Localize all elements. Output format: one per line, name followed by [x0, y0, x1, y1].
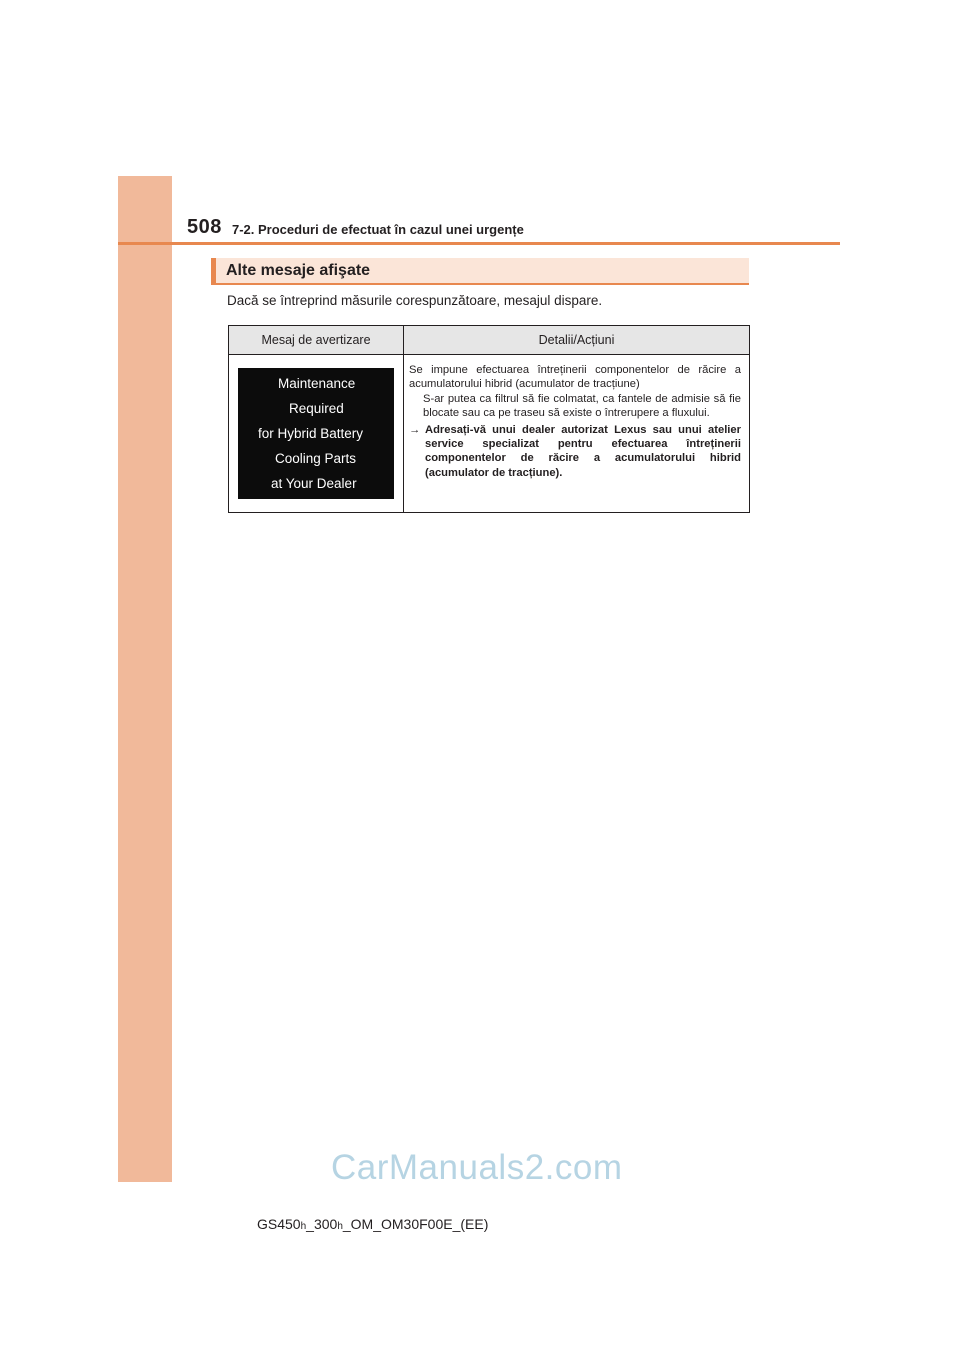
column-header-message: Mesaj de avertizare — [229, 326, 404, 355]
header-rule — [118, 242, 840, 245]
model-sep: _300 — [306, 1216, 338, 1232]
model-b-suffix: h — [337, 1221, 343, 1232]
model-a-suffix: h — [300, 1221, 307, 1232]
display-line: Maintenance — [278, 376, 356, 391]
details-action — [409, 423, 741, 481]
column-header-details: Detalii/Acțiuni — [404, 326, 750, 355]
multi-info-display-image — [238, 368, 394, 499]
table-header-row — [229, 326, 750, 355]
details-action-text: Adresați-vă unui dealer autorizat Lexus sau unui atelier service specializat pentru efectuarea întreținerii componentelor de răcire a acumulatorului hibrid (acumulator de tracțiune). — [425, 423, 741, 479]
section-heading: Alte mesaje afişate — [211, 258, 749, 285]
document-code-rest: _OM_OM30F00E_(EE) — [342, 1216, 489, 1232]
chapter-title: 7-2. Proceduri de efectuat în cazul unei urgențe — [232, 222, 524, 237]
arrow-icon: → — [409, 423, 421, 436]
model-a: GS450 — [257, 1216, 301, 1232]
document-code — [257, 1216, 488, 1232]
table-row — [229, 355, 750, 513]
details-description: Se impune efectuarea întreținerii componentelor de răcire a acumulatorului hibrid (acumulator de tracțiune) — [409, 364, 741, 391]
warning-message-table — [228, 325, 750, 513]
details-cell — [404, 355, 750, 513]
message-cell — [229, 355, 404, 513]
display-line: for Hybrid Battery — [258, 426, 364, 441]
page-number: 508 — [187, 216, 222, 238]
details-cause: S-ar putea ca filtrul să fie colmatat, ca fantele de admisie să fie blocate sau ca pe traseu să existe o întrerupere a fluxului. — [423, 392, 741, 420]
intro-text: Dacă se întreprind măsurile corespunzătoare, mesajul dispare. — [227, 293, 603, 308]
side-tab-band — [118, 176, 172, 1182]
display-line: Required — [289, 401, 344, 416]
watermark-text: CarManuals2.com — [331, 1148, 623, 1187]
display-line: Cooling Parts — [275, 451, 357, 466]
display-line: at Your Dealer — [271, 476, 357, 491]
